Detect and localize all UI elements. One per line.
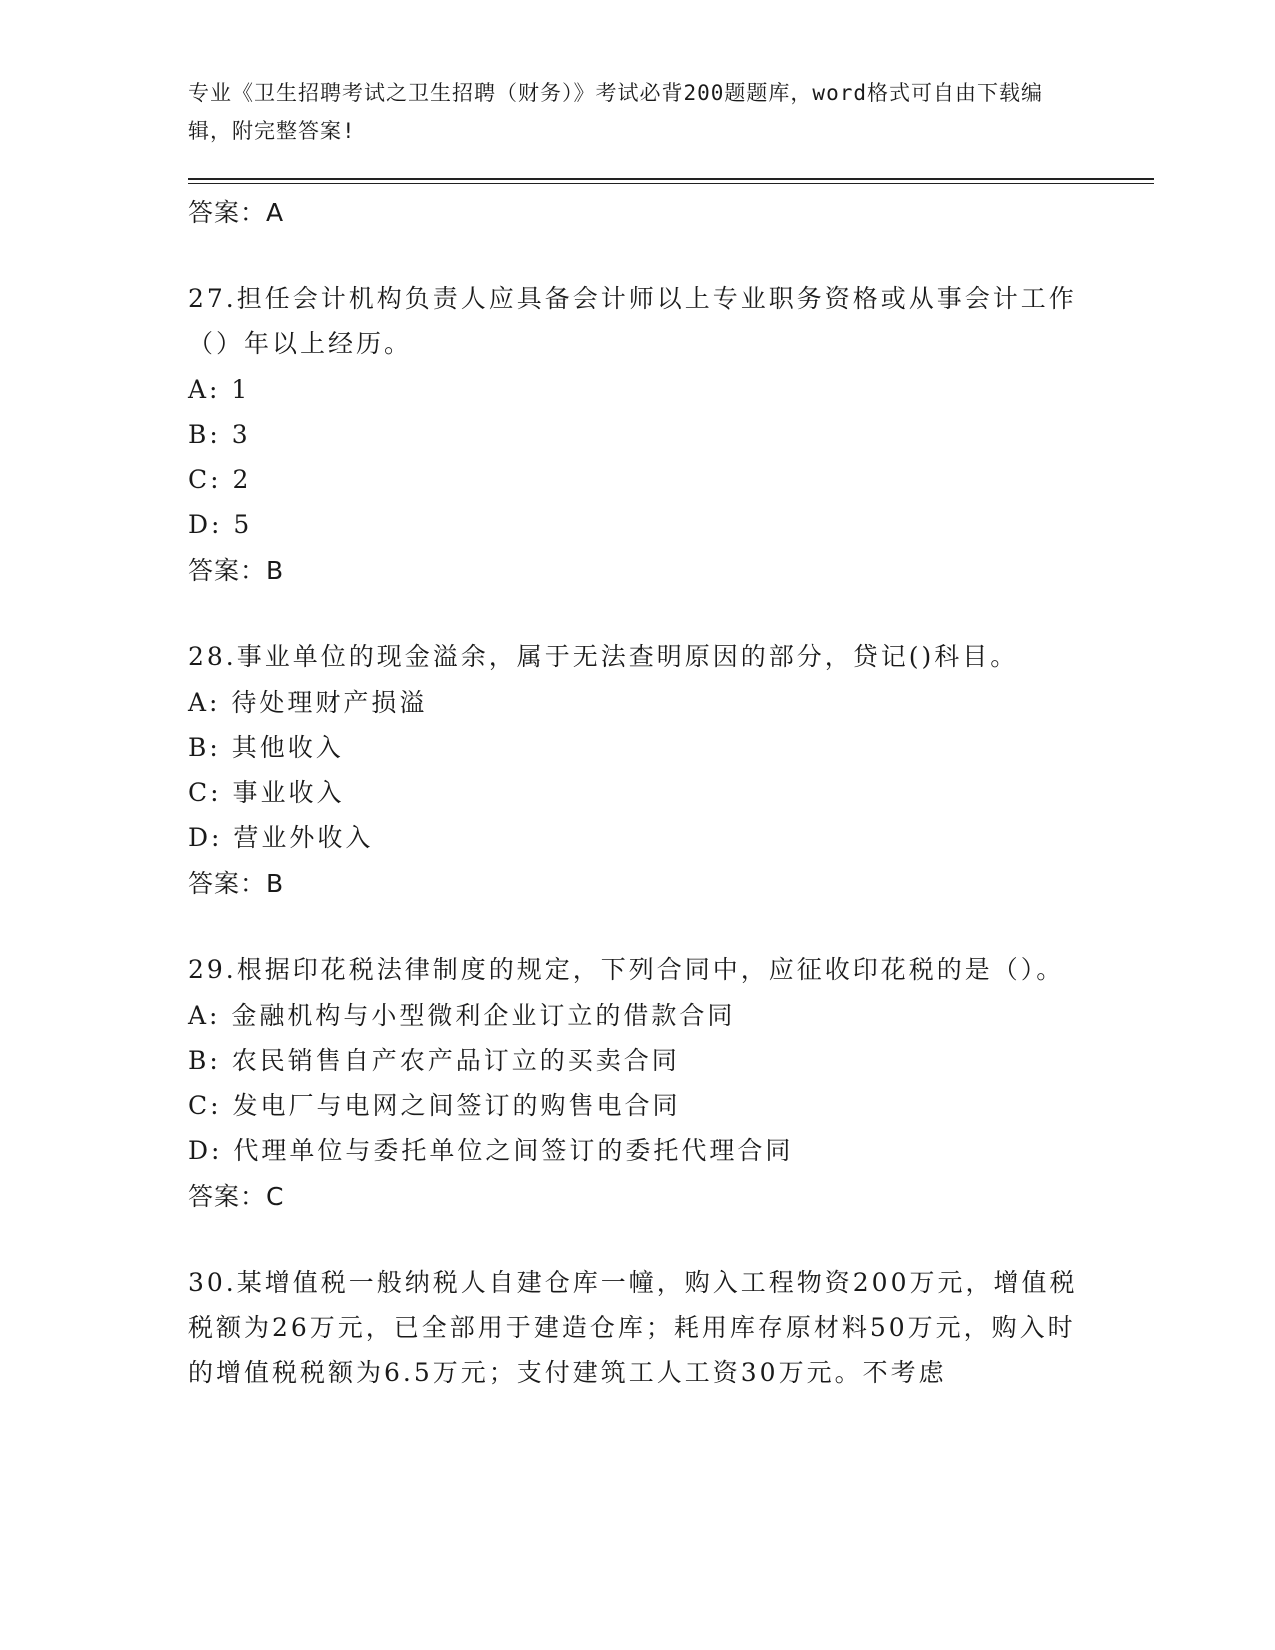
- option-b: B: 其他收入: [188, 733, 344, 762]
- answer: 答案：C: [188, 1182, 285, 1211]
- option-a: A: 1: [188, 375, 251, 404]
- page-header: [188, 74, 1068, 150]
- question-stem: 28.事业单位的现金溢余，属于无法查明原因的部分，贷记()科目。: [188, 642, 1019, 671]
- option-a: A: 金融机构与小型微利企业订立的借款合同: [188, 1001, 736, 1030]
- question-stem: 29.根据印花税法律制度的规定，下列合同中，应征收印花税的是（）。: [188, 955, 1065, 984]
- answer: 答案：B: [188, 556, 285, 585]
- option-c: C: 2: [188, 465, 252, 494]
- question-stem: 30.某增值税一般纳税人自建仓库一幢，购入工程物资200万元，增值税税额为26万元，已全部用于建造仓库；耗用库存原材料50万元，购入时的增值税税额为6.5万元；支付建筑工人工资30万元。不考虑: [188, 1268, 1078, 1387]
- question-28: [188, 634, 1088, 907]
- option-c: C: 发电厂与电网之间签订的购售电合同: [188, 1091, 681, 1120]
- header-text: 专业《卫生招聘考试之卫生招聘（财务）》考试必背200题题库，word格式可自由下载编辑，附完整答案!: [188, 81, 1043, 143]
- question-27: [188, 276, 1088, 594]
- option-d: D: 代理单位与委托单位之间签订的委托代理合同: [188, 1136, 794, 1165]
- option-a: A: 待处理财产损溢: [188, 688, 428, 717]
- option-b: B: 3: [188, 420, 251, 449]
- option-b: B: 农民销售自产农产品订立的买卖合同: [188, 1046, 680, 1075]
- option-d: D: 5: [188, 510, 253, 539]
- question-list: [188, 190, 1088, 1396]
- option-c: C: 事业收入: [188, 778, 345, 807]
- header-divider: [188, 178, 1154, 180]
- question-30: [188, 1260, 1088, 1395]
- answer: 答案：B: [188, 869, 285, 898]
- option-d: D: 营业外收入: [188, 823, 374, 852]
- question-stem: 27.担任会计机构负责人应具备会计师以上专业职务资格或从事会计工作（）年以上经历。: [188, 284, 1077, 358]
- previous-answer: 答案：A: [188, 198, 285, 227]
- question-29: [188, 947, 1088, 1220]
- header-divider-thin: [188, 183, 1154, 184]
